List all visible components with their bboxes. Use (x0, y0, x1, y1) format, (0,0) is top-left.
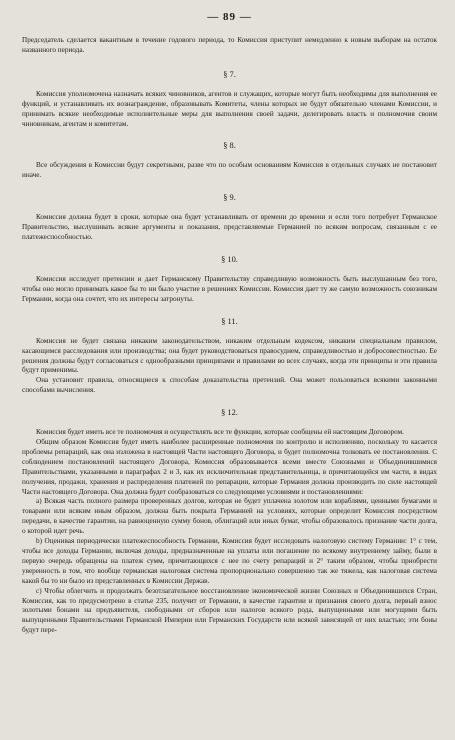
paragraph: b) Оценивая периодически платежеспособность Германии, Комиссия будет исследовать налоговую систему Германии: 1° с тем, чтобы все доходы Германии, включая доходы, предназначенные на уплаты или погашение по всякому внутреннему займу, были в первую очередь обращены на платеж сумм, причитающихся с нее по счету репараций и 2° таким образом, чтобы приобрести уверенность в том, что вообще германская налоговая система пропорционально совершенно так же тяжела, как налоговая система какой бы то ни было из представленных в Комиссии Держав. (22, 537, 437, 585)
section-heading: § 10. (221, 254, 238, 264)
paragraph: c) Чтобы облегчить и продолжать безотлагательное восстановление экономической жизни Союзных и Объединившихся Стран, Комиссия, как то предусмотрено в статье 235, получит от Германии, в качестве гарантии и признания своего долга, первый взнос золотыми бонами на предъявителя, свободными от сборов или налогов всякого рода, выпущенными или могущими быть выпущенными Правительствами Германской Империи или Германских Государств или всякой зависящей от них властью; эти боны будут пере- (22, 586, 437, 635)
section-11 (22, 317, 437, 396)
paragraph: Комиссия должна будет в сроки, которые она будет устанавливать от времени до времени и если того потребует Германское Правительство, выслушивать всякие аргументы и показания, представляемые Германией по всяким вопросам, связанным с ее платежеспособностью. (22, 213, 437, 242)
section-heading: § 7. (223, 69, 236, 79)
paragraph: Все обсуждения в Комиссии будут секретными, разве что по особым основаниям Комиссия в отдельных случаях не постановит иначе. (22, 161, 437, 180)
paragraph: Общим образом Комиссия будет иметь наиболее расширенные полномочия по контролю и исполнению, поскольку то касается проблемы репараций, как она изложена в настоящей Части настоящего Договора, и будет полномочна толковать ее постановления. С соблюдением постановлений настоящего Договора, Комиссия образовывается всеми вместе Союзными и Объединившимися Правительствами, указанными в параграфах 2 и 3, как их исключительная представительница, в причитающейся им части, в видах получения, продажи, хранения и распределения платежей по репарации, которые Германия должна производить по силе настоящей Части настоящего Договора. Она должна будет сообразоваться со следующими условиями и постановлениями: (22, 438, 437, 496)
section-10 (22, 255, 437, 305)
page-number: — 89 — (207, 11, 252, 23)
section-heading: § 11. (221, 316, 238, 326)
paragraph: Комиссия уполномочена назначать всяких чиновников, агентов и служащих, которые могут быть необходимы для выполнения ее функций, и устанавливать их вознаграждение, образовывать Комитеты, члены которых не будут обязательно членами Комиссии, и принимать всякие необходимые исполнительные меры для выполнения своей задачи, делегировать власть и полномочия своим чиновникам, агентам и комитетам. (22, 89, 437, 128)
paragraph: Комиссия будет иметь все те полномочия и осуществлять все те функции, которые сообщены ей настоящим Договором. (36, 428, 404, 437)
section-9 (22, 193, 437, 243)
section-heading: § 8. (223, 141, 236, 151)
section-heading: § 12. (221, 408, 238, 418)
section-12 (22, 408, 437, 636)
paragraph: Председатель сделается вакантным в течение годового периода, то Комиссия приступит немедленно к новым выборам на остаток названного периода. (22, 36, 437, 54)
paragraph: Комиссия не будет связана никаким законодательством, никаким отдельным кодексом, никаким специальным правилом, касающимся расследования или производства; она будет руководствоваться правосудием, справедливостью и добросовестностью. Ее решения должны будут согласоваться с однообразными принципами и правилами во всех случаях, когда эти принципы и эти правила будут применимы. (22, 336, 437, 375)
section-7 (22, 70, 437, 130)
paragraph: Она установит правила, относящиеся к способам доказательства претензий. Она может пользоваться всякими законными способами вычисления. (22, 376, 437, 395)
intro-block (22, 36, 437, 56)
section-heading: § 9. (223, 193, 236, 203)
paragraph: a) Всякая часть полного размера проверенных долгов, которая не будет уплачена золотом или кораблями, ценными бумагами и товарами или всяким иным образом, должна быть покрыта Германией на условиях, которые определит Комиссия посредством передачи, в качестве гарантии, на равноценную сумму бонов, облигаций или иных бумаг, чтобы образовалось признание части долга, о которой идет речь. (22, 497, 437, 536)
paragraph: Комиссия исследует претензии и дает Германскому Правительству справедливую возможность быть выслушанным без того, чтобы оно могло принимать какое бы то ни было участие в решениях Комиссии. Комиссия дает ту же самую возможность союзникам Германии, когда она сочтет, что их интересы затронуты. (22, 274, 437, 303)
section-8 (22, 141, 437, 181)
